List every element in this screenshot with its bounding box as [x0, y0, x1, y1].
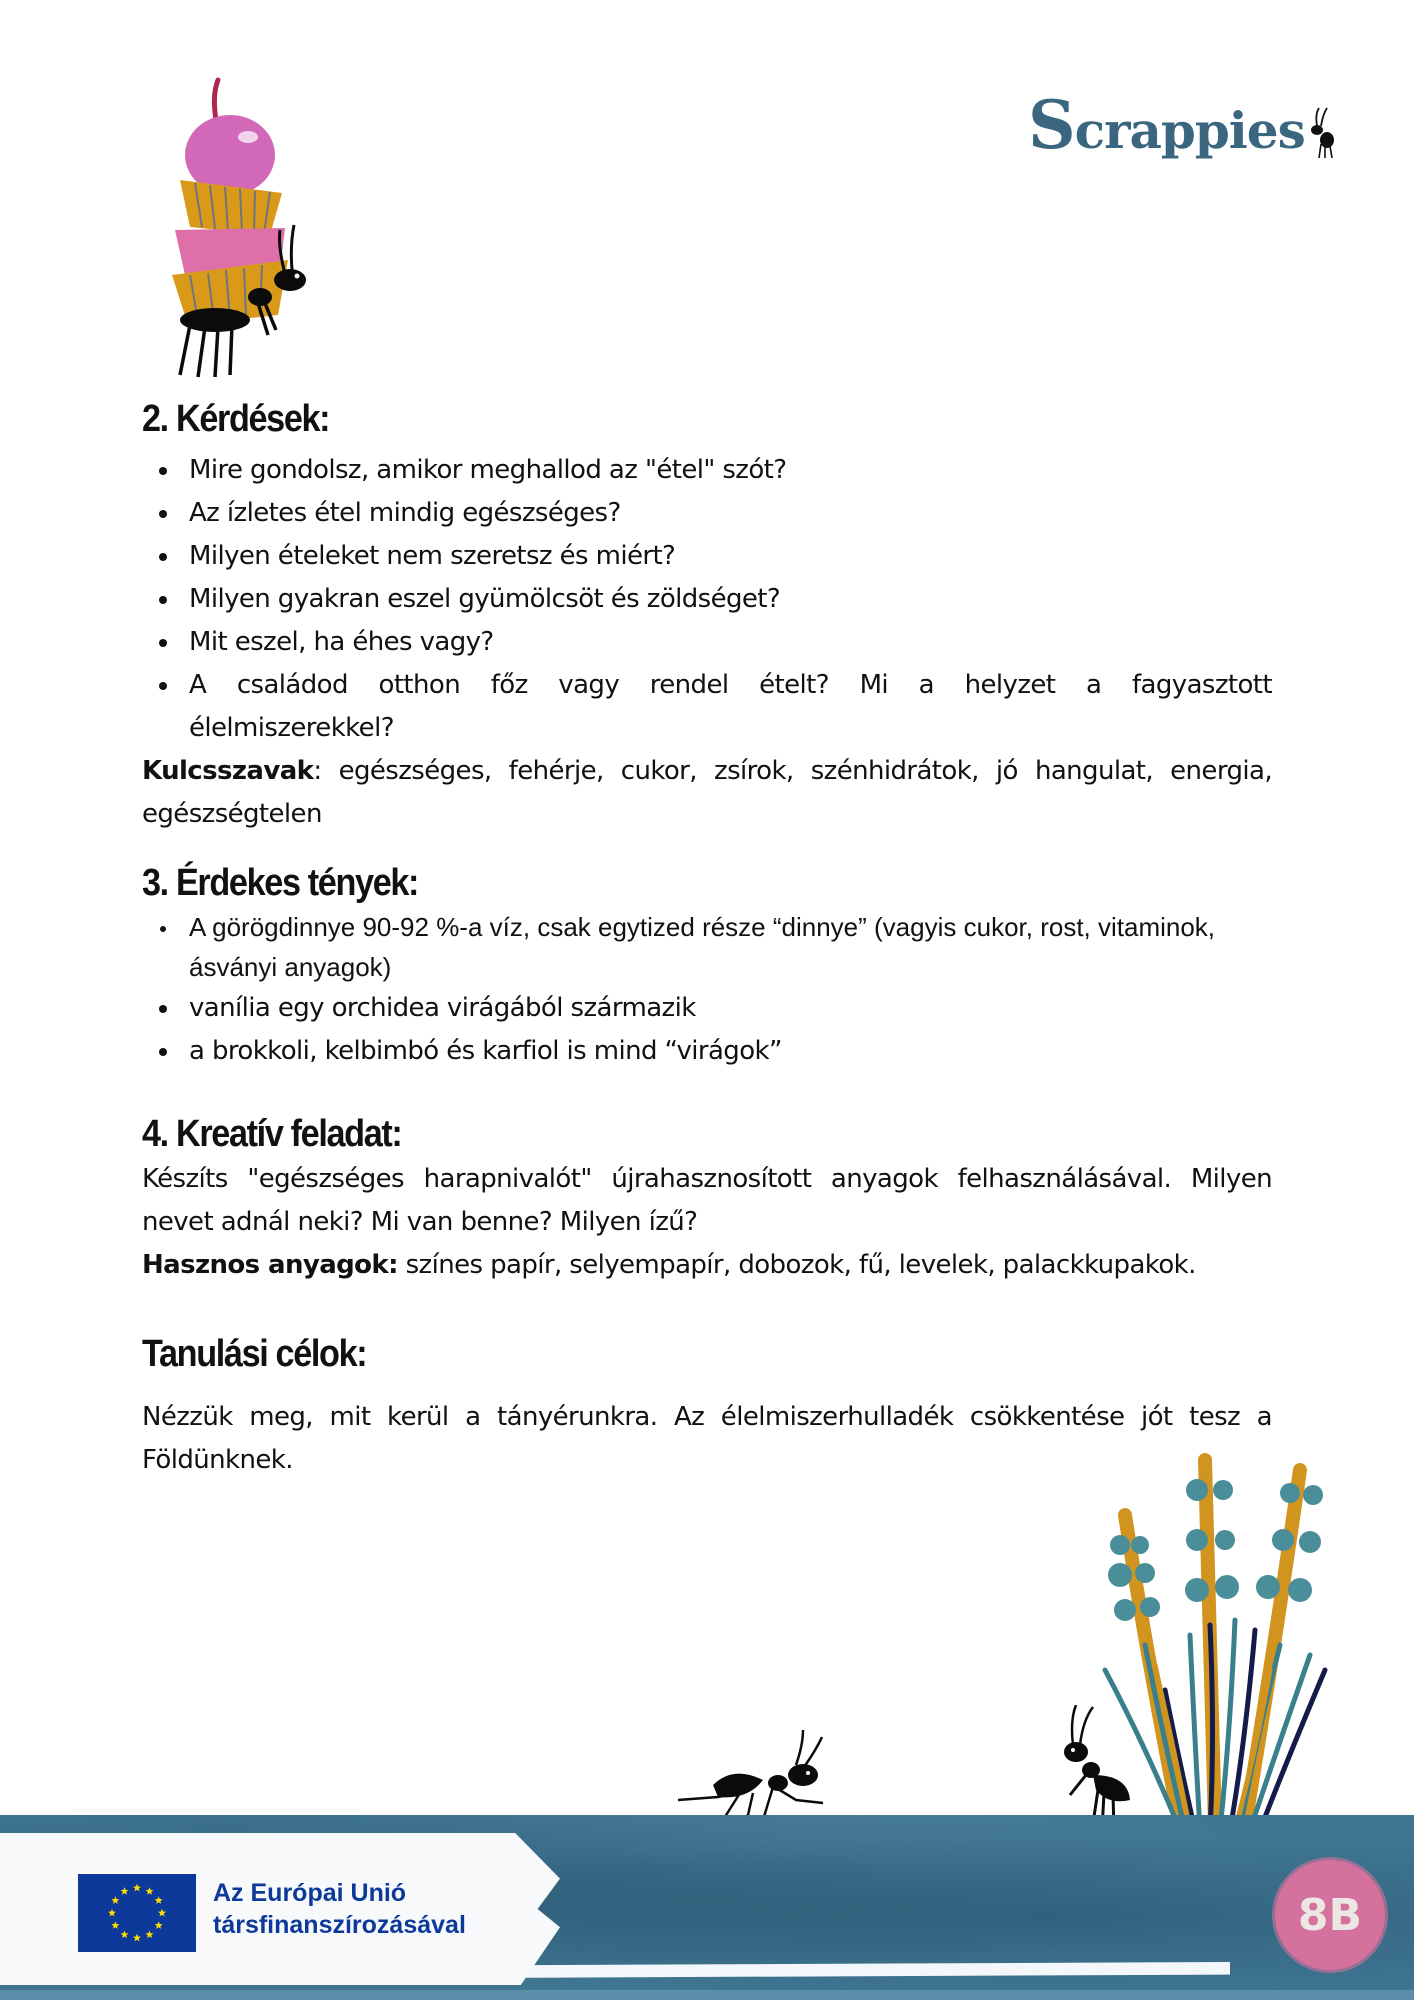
page-number-badge	[1275, 1860, 1385, 1970]
eu-flag-icon	[78, 1874, 196, 1952]
questions-heading: 2. Kérdések:	[142, 398, 330, 440]
list-item: Az ízletes étel mindig egészséges?	[189, 492, 1272, 535]
keywords-paragraph	[142, 750, 1272, 836]
eu-line-2: társfinanszírozásával	[213, 1911, 466, 1939]
goals-text: Nézzük meg, mit kerül a tányérunkra. Az élelmiszerhulladék csökkentése jót tesz a Földünknek.	[142, 1402, 1272, 1475]
logo-text: Scrappies	[1028, 86, 1305, 164]
questions-section	[142, 398, 1272, 836]
list-item: vanília egy orchidea virágából származik	[189, 987, 1272, 1030]
standing-ant-illustration	[1058, 1705, 1138, 1830]
goals-heading: Tanulási célok:	[142, 1333, 367, 1375]
list-item: a brokkoli, kelbimbó és karfiol is mind “virágok”	[189, 1030, 1272, 1073]
creative-section	[142, 1113, 1272, 1287]
ant-icon	[1305, 106, 1335, 158]
footer-bottom-strip	[0, 1990, 1414, 2000]
creative-heading: 4. Kreatív feladat:	[142, 1113, 402, 1155]
list-item: Mit eszel, ha éhes vagy?	[189, 621, 1272, 664]
scrappies-logo	[1028, 86, 1335, 164]
list-item: A görögdinnye 90-92 %-a víz, csak egytized része “dinnye” (vagyis cukor, rost, vitaminok, ásványi anyagok)	[189, 907, 1272, 987]
list-item: Milyen ételeket nem szeretsz és miért?	[189, 535, 1272, 578]
materials-label: Hasznos anyagok:	[142, 1250, 398, 1280]
ant-carrying-cupcakes-illustration	[160, 75, 320, 380]
list-item: A családod otthon főz vagy rendel ételt? Mi a helyzet a fagyasztott élelmiszerekkel?	[189, 664, 1272, 750]
materials-paragraph	[142, 1244, 1272, 1287]
facts-list	[142, 907, 1272, 1073]
keywords-label: Kulcsszavak	[142, 756, 314, 786]
page-number: 8B	[1297, 1889, 1363, 1941]
eu-funding-text	[213, 1877, 466, 1941]
facts-section	[142, 862, 1272, 1073]
eu-line-1: Az Európai Unió	[213, 1879, 407, 1907]
creative-text: Készíts "egészséges harapnivalót" újrahasznosított anyagok felhasználásával. Milyen nevet adnál neki? Mi van benne? Milyen ízű?	[142, 1164, 1272, 1237]
list-item: Milyen gyakran eszel gyümölcsöt és zöldséget?	[189, 578, 1272, 621]
facts-heading: 3. Érdekes tények:	[142, 862, 419, 904]
keywords-text: : egészséges, fehérje, cukor, zsírok, szénhidrátok, jó hangulat, energia, egészségtelen	[142, 756, 1272, 829]
questions-list	[142, 449, 1272, 750]
list-item: Mire gondolsz, amikor meghallod az "étel" szót?	[189, 449, 1272, 492]
materials-text: színes papír, selyempapír, dobozok, fű, levelek, palackkupakok.	[397, 1250, 1196, 1280]
